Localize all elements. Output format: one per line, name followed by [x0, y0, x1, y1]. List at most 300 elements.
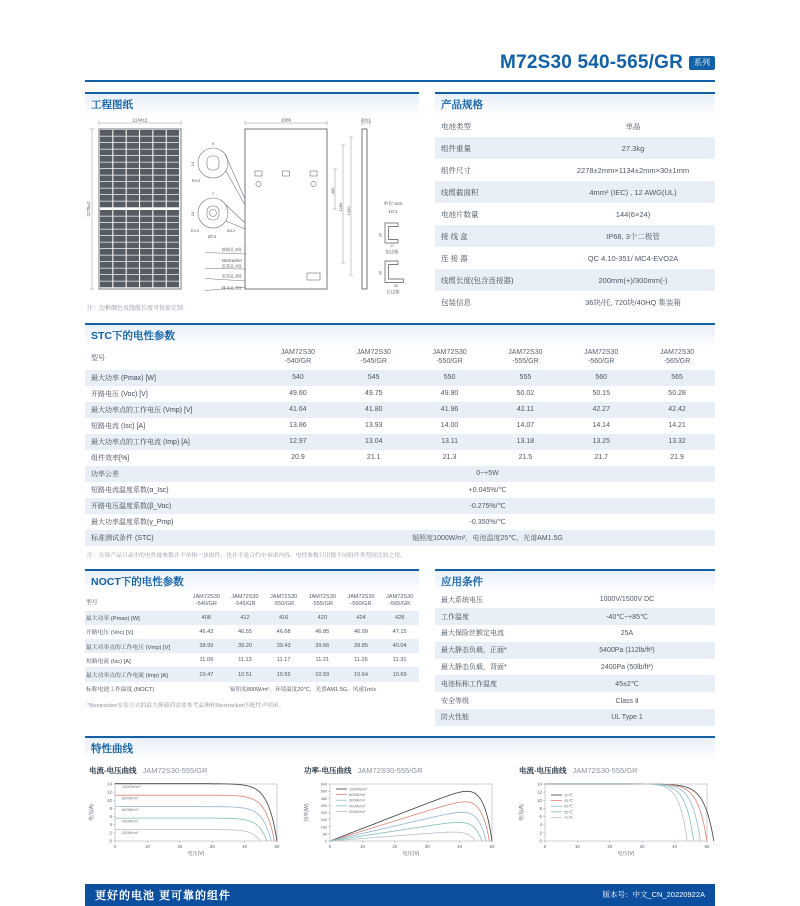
model-name [563, 346, 639, 370]
dim-thickness: 30±1 [360, 117, 372, 123]
cell-value: 545 [367, 374, 380, 381]
cell-value: 13.11 [441, 438, 459, 445]
model-line1: JAM72S30 [231, 594, 259, 601]
solar-cell [140, 236, 152, 242]
model-line2: -550/GR [436, 357, 463, 365]
chart-canvas [300, 777, 500, 869]
solar-cell [127, 282, 139, 288]
y-tick-label: 0 [324, 839, 327, 844]
cell-value: 21.7 [594, 454, 609, 461]
solar-cell [167, 182, 179, 188]
y-tick-label: 6 [539, 813, 542, 819]
table-row [435, 247, 715, 269]
x-tick-label: 50 [704, 843, 710, 849]
solar-cell [100, 217, 112, 223]
table-row [85, 370, 715, 386]
solar-cell [100, 143, 112, 149]
chart-title: 功率-电压曲线 [304, 765, 352, 775]
table-row [85, 625, 419, 639]
dim-back-width: 1086 [280, 117, 292, 123]
solar-cell [100, 262, 112, 268]
row-value: IP68, 3个二极管 [606, 231, 660, 241]
legend-label: 600W/m² [349, 797, 366, 803]
table-row [435, 675, 715, 692]
legend-label: 800W/m² [349, 791, 366, 797]
cell-value: 11.17 [276, 657, 291, 664]
solar-cell [100, 282, 112, 288]
cell-value: 21.5 [518, 454, 533, 461]
solar-cell [127, 169, 139, 175]
series-line [330, 832, 476, 841]
frame2-width: 33 [394, 284, 398, 288]
solar-cell [100, 243, 112, 249]
table-row [435, 269, 715, 291]
solar-cell [113, 243, 125, 249]
solar-cell [127, 130, 139, 136]
solar-cell [167, 202, 179, 208]
cell-value: 46.99 [353, 628, 368, 635]
table-header-row [85, 346, 715, 370]
solar-cell [140, 262, 152, 268]
solar-cell [100, 169, 112, 175]
row-label: 包装信息 [441, 297, 471, 307]
cell-value: 39.43 [276, 643, 291, 650]
solar-cell [140, 137, 152, 143]
solar-cell [127, 230, 139, 236]
x-tick-label: 50 [274, 843, 280, 849]
cell-value: 49.90 [440, 390, 459, 397]
table-row [435, 608, 715, 625]
table-row [85, 482, 715, 498]
solar-cell [113, 143, 125, 149]
row-label: 最大静态负载，背面* [441, 664, 507, 672]
solar-cell [140, 269, 152, 275]
x-tick-label: 50 [489, 843, 495, 849]
x-axis-label: 电压(V) [617, 850, 635, 857]
table-row [435, 692, 715, 709]
cell-value: 11.13 [238, 657, 252, 664]
row-label: 连 接 器 [441, 253, 468, 263]
x-tick-label: 20 [177, 843, 183, 849]
row-label: 开路电压温度系数(β_Voc) [91, 502, 172, 510]
chart [85, 765, 285, 874]
model-line2: -560/GR [587, 357, 615, 365]
solar-cell [100, 176, 112, 182]
solar-cell [127, 143, 139, 149]
solar-cell [113, 189, 125, 195]
table-row [85, 450, 715, 466]
legend-label: 1000W/m² [349, 786, 368, 792]
cell-value: 416 [278, 614, 289, 621]
cell-value: 42.27 [592, 406, 610, 413]
frame1-width: 17 [390, 244, 394, 248]
dim-400: 400 [330, 187, 335, 195]
model-line2: -565/GR [389, 601, 411, 608]
solar-cell [100, 269, 112, 275]
series-line [115, 806, 271, 840]
row-label: 最大系统电压 [441, 596, 483, 604]
row-label: 最大功率点的工作电压 (Vmp) [V] [91, 406, 193, 414]
solar-cell [167, 256, 179, 262]
callout-mount-holes: 安装孔,8处 [221, 273, 242, 279]
product-specs-section [435, 92, 715, 313]
cell-span-value: 辐照度800W/m²，环境温度20℃，光谱AM1.5G，风速1m/s [229, 686, 377, 693]
solar-cell [100, 163, 112, 169]
solar-cell [113, 176, 125, 182]
model-name [380, 592, 419, 611]
legend-label: 70℃ [564, 814, 573, 820]
solar-cell [153, 130, 165, 136]
chart-title: 电流-电压曲线 [519, 765, 567, 775]
cell-value: 420 [317, 614, 327, 621]
table-row [85, 402, 715, 418]
engineering-drawing-section [85, 92, 419, 313]
cell-value: 11.09 [199, 657, 214, 664]
row-label: 标准测试条件 (STC) [91, 534, 154, 542]
cell-value: 21.9 [670, 454, 684, 461]
y-tick-label: 0 [109, 838, 112, 844]
solar-cell [140, 275, 152, 281]
solar-cell [127, 236, 139, 242]
cell-value: 49.60 [289, 390, 307, 397]
solar-cell [140, 230, 152, 236]
cell-value: 14.21 [668, 422, 686, 429]
row-label: 电池片数量 [441, 209, 479, 219]
solar-cell [140, 282, 152, 288]
x-tick-label: 30 [424, 843, 430, 849]
solar-cell [153, 176, 165, 182]
solar-cell [153, 230, 165, 236]
row-value: 2278±2mm×1134±2mm×30±1mm [576, 165, 690, 175]
solar-cell [113, 195, 125, 201]
legend-label: 10℃ [564, 792, 573, 798]
drawing-note: 注：边框颜色及线缆长度可按需定制 [87, 306, 184, 312]
table-row [85, 498, 715, 514]
y-tick-label: 4 [539, 821, 542, 827]
solar-cell [127, 269, 139, 275]
solar-cell [140, 249, 152, 255]
solar-cell [113, 269, 125, 275]
cell-value: 41.96 [440, 406, 459, 413]
solar-cell [127, 137, 139, 143]
y-tick-label: 480 [320, 796, 327, 801]
model-name [264, 592, 303, 611]
model-name [336, 346, 412, 370]
cell-value: 560 [595, 374, 608, 381]
row-label: 开路电压 (Voc) [V] [86, 630, 134, 637]
dim-hole1-height: 14 [190, 161, 195, 167]
cell-value: 555 [519, 374, 532, 381]
cell-value: 13.25 [592, 438, 610, 445]
y-tick-label: 10 [537, 797, 542, 803]
row-value: 144(6×24) [615, 209, 651, 219]
row-label: 最大功率温度系数(γ_Pmp) [91, 518, 174, 526]
solar-cell [140, 163, 152, 169]
dim-front-width: 1134±2 [132, 117, 148, 123]
x-tick-label: 0 [543, 843, 547, 849]
cell-value: 14.14 [592, 422, 610, 429]
model-line2: -555/GR [512, 357, 539, 365]
solar-cell [153, 195, 165, 201]
solar-cell [113, 282, 125, 288]
solar-cell [140, 189, 152, 195]
short-frame-label: 短边框 [385, 249, 399, 255]
row-label: 短路电流 (Isc) [A] [86, 658, 131, 665]
cell-value: 40.04 [392, 643, 407, 650]
table-row [85, 611, 419, 625]
dim-hole2-diameter: Ø4.2 [226, 228, 236, 233]
mid-row [85, 569, 715, 726]
cell-span-value: -0.350%/℃ [469, 518, 506, 526]
y-tick-label: 640 [320, 782, 327, 787]
solar-cell [140, 130, 152, 136]
row-value: 27.3kg [621, 143, 645, 153]
table-row [85, 639, 419, 653]
model-line1: JAM72S30 [659, 349, 695, 356]
model-line1: JAM72S30 [192, 594, 221, 601]
callout-ground-holes: 接地孔,6处 [221, 247, 242, 252]
row-label: 组件效率[%] [91, 454, 130, 462]
cell-value: 10.47 [199, 671, 214, 678]
plot-box [115, 784, 277, 841]
specs-table [435, 115, 715, 313]
top-row [85, 92, 715, 313]
series-inline-label: 800W/m² [122, 795, 139, 801]
back-view [245, 129, 327, 289]
cell-value: 408 [201, 614, 211, 621]
chart [300, 765, 500, 874]
solar-cell [167, 189, 179, 195]
stc-section [85, 323, 715, 559]
model-label: 型号 [86, 599, 98, 606]
model-line1: JAM72S30 [584, 349, 619, 356]
row-label: 最大功率点的工作电压 (Vmp) [V] [86, 644, 171, 651]
y-axis-label: 电流(A) [89, 803, 95, 821]
cell-span-value: +0.045%/℃ [468, 486, 507, 494]
solar-cell [113, 262, 125, 268]
x-tick-label: 30 [639, 843, 645, 849]
solar-cell [100, 189, 112, 195]
row-value: 45±2℃ [615, 680, 639, 688]
dim-1400: 1400 [346, 206, 351, 216]
x-tick-label: 10 [574, 843, 580, 849]
y-tick-label: 8 [539, 805, 542, 811]
row-label: 组件尺寸 [441, 165, 471, 175]
cell-value: 39.20 [237, 643, 252, 650]
row-label: 接 线 盒 [441, 231, 468, 241]
y-tick-label: 14 [107, 781, 112, 787]
noct-table [85, 592, 419, 696]
solar-cell [167, 195, 179, 201]
x-tick-label: 40 [672, 843, 678, 849]
scale-label: 10:1 [388, 210, 398, 215]
model-line2: -550/GR [273, 601, 295, 608]
section-title-curves: 特性曲线 [85, 736, 715, 759]
y-tick-label: 400 [320, 803, 327, 808]
cell-value: 20.9 [291, 454, 305, 461]
x-tick-label: 40 [457, 843, 463, 849]
legend-label: 25℃ [564, 797, 573, 803]
solar-cell [167, 143, 179, 149]
section-title-conditions: 应用条件 [435, 569, 715, 592]
solar-cell [153, 243, 165, 249]
solar-cell [167, 275, 179, 281]
solar-cell [113, 217, 125, 223]
table-row [85, 653, 419, 667]
table-row [85, 466, 715, 482]
solar-cell [153, 275, 165, 281]
solar-cell [113, 182, 125, 188]
solar-cell [167, 210, 179, 216]
cell-value: 428 [394, 614, 405, 621]
cell-value: 21.3 [442, 454, 457, 461]
cell-value: 10.59 [315, 671, 330, 678]
dim-front-height: 2278±2 [85, 201, 91, 217]
row-value: UL Type 1 [611, 713, 643, 721]
series-inline-label: 1000W/m² [122, 783, 141, 789]
footer-version: 版本号：中文_CN_20220922A [602, 890, 705, 900]
dim-hole1-radius: R4.5 [191, 178, 201, 183]
solar-cell [127, 256, 139, 262]
series-inline-label: 600W/m² [122, 806, 139, 812]
model-name [342, 592, 381, 611]
solar-cell [127, 275, 139, 281]
cell-value: 39.85 [353, 643, 368, 650]
solar-cell [153, 269, 165, 275]
solar-cell [167, 163, 179, 169]
model-line2: -560/GR [350, 601, 372, 608]
solar-cell [153, 236, 165, 242]
table-row [85, 682, 419, 696]
solar-cell [167, 156, 179, 162]
x-axis-label: 电压(V) [187, 850, 205, 857]
chart-subtitle: JAM72S30-555/GR [572, 765, 638, 775]
table-row [435, 659, 715, 676]
section-title-specs: 产品规格 [435, 92, 715, 115]
series-line [115, 783, 277, 840]
cell-value: 10.51 [237, 671, 252, 678]
y-axis-label: 功率(W) [304, 803, 310, 822]
table-row [435, 291, 715, 313]
chart-subtitle: JAM72S30-555/GR [357, 765, 423, 775]
solar-cell [140, 210, 152, 216]
model-line2: -565/GR [663, 357, 691, 365]
cell-value: 47.15 [392, 628, 407, 635]
model-name [187, 592, 226, 611]
solar-cell [113, 137, 125, 143]
series-inline-label: 400W/m² [122, 818, 139, 824]
row-label: 工作温度 [441, 613, 469, 621]
dim-hole2-height: 10 [190, 211, 195, 217]
solar-cell [113, 236, 125, 242]
solar-cell [127, 243, 139, 249]
row-value: 36块/托, 720块/40HQ 集装箱 [585, 297, 681, 307]
solar-cell [140, 256, 152, 262]
conditions-table [435, 592, 715, 726]
table-row [435, 709, 715, 726]
solar-cell [153, 202, 165, 208]
y-axis-label: 电流(A) [519, 803, 525, 821]
cell-value: 42.11 [516, 406, 534, 413]
cell-value: 14.00 [440, 422, 459, 429]
row-value: 25A [620, 629, 634, 637]
row-value: 2400Pa (50lb/ft²) [600, 663, 654, 671]
row-label: 线缆长度(包含连接器) [441, 275, 514, 285]
legend-label: 400W/m² [349, 803, 366, 809]
table-header-row [85, 592, 419, 611]
solar-cell [127, 249, 139, 255]
row-value: 单晶 [625, 121, 641, 131]
table-row [435, 642, 715, 659]
row-value: Class Ⅱ [615, 697, 639, 705]
table-row [85, 434, 715, 450]
solar-cell [127, 223, 139, 229]
x-tick-label: 20 [607, 843, 613, 849]
row-label: 标称电池工作温度 (NOCT) [86, 687, 155, 694]
model-name [639, 346, 715, 370]
footer-slogan: 更好的电池 更可靠的组件 [95, 889, 232, 902]
model-name [260, 346, 336, 370]
solar-cell [167, 230, 179, 236]
solar-cell [113, 275, 125, 281]
detail-views [198, 148, 246, 291]
row-label: 开路电压 (Voc) [V] [91, 390, 148, 398]
cell-value: 42.42 [668, 406, 686, 413]
cell-value: 39.66 [315, 643, 330, 650]
dim-1280: 1280 [338, 202, 343, 212]
cell-value: 46.55 [237, 628, 252, 635]
solar-cell [153, 169, 165, 175]
frame1-height: 30 [378, 233, 383, 237]
row-label: 功率公差 [91, 470, 119, 478]
x-tick-label: 20 [392, 843, 398, 849]
solar-cell [167, 137, 179, 143]
solar-cell [153, 210, 165, 216]
chart-title: 电流-电压曲线 [89, 765, 137, 775]
solar-cell [100, 195, 112, 201]
x-axis-label: 电压(V) [402, 850, 420, 857]
model-line2: -540/GR [195, 601, 217, 608]
solar-cell [153, 143, 165, 149]
section-title-noct: NOCT下的电性参数 [85, 569, 419, 592]
solar-cell [153, 163, 165, 169]
row-label: 最大功率 (Pmax) [W] [86, 616, 140, 623]
row-label: 短路电流温度系数(α_Isc) [91, 486, 169, 494]
solar-cell [113, 230, 125, 236]
solar-cell [167, 262, 179, 268]
charts-container [85, 765, 715, 874]
cell-value: 13.32 [668, 438, 686, 445]
row-value: QC 4.10-351/ MC4-EVO2A [587, 253, 679, 263]
callout-nextracker-line1: Nextracker [221, 258, 242, 263]
curves-section [85, 736, 715, 874]
y-tick-label: 12 [537, 789, 542, 795]
solar-cell [140, 156, 152, 162]
table-row [435, 181, 715, 203]
solar-cell [100, 130, 112, 136]
solar-cell [153, 182, 165, 188]
x-tick-label: 30 [209, 843, 215, 849]
table-row [435, 225, 715, 247]
cell-value: 14.07 [516, 422, 535, 429]
solar-cell [140, 169, 152, 175]
model-line1: JAM72S30 [432, 349, 467, 356]
solar-cell [153, 223, 165, 229]
section-title-drawing: 工程图纸 [85, 92, 419, 115]
dim-hole2-width: 7 [211, 191, 215, 196]
cell-value: 12.97 [289, 438, 307, 445]
row-label: 线缆截面积 [441, 187, 479, 197]
